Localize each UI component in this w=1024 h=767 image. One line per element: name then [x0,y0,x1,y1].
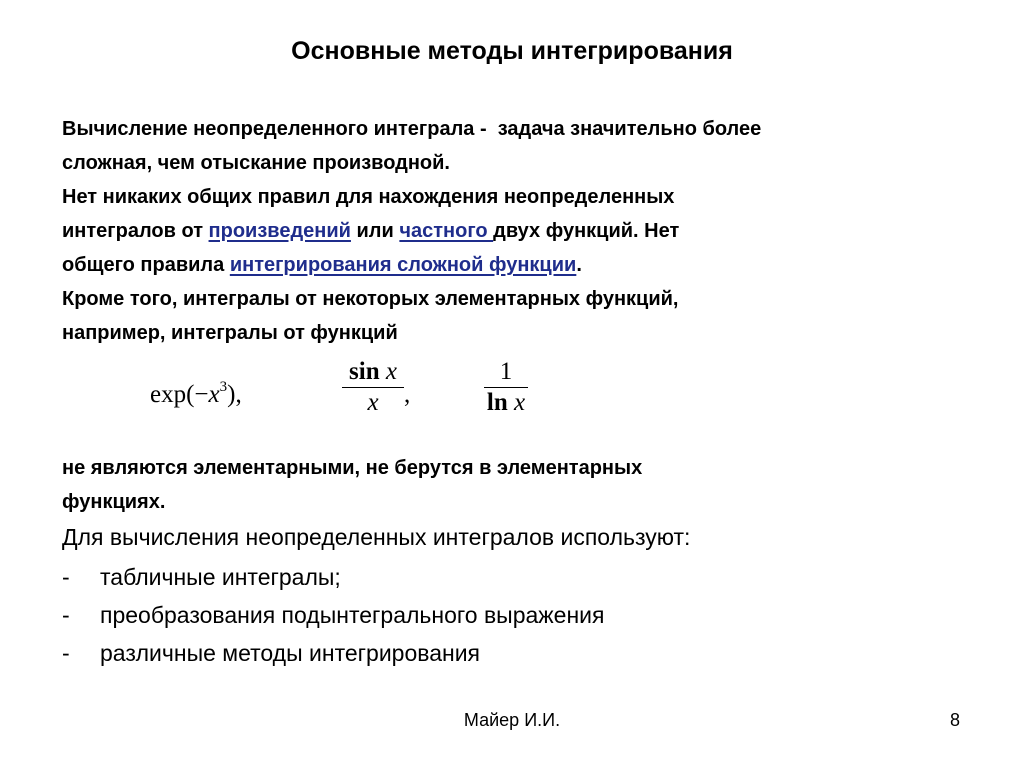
formula-ln: ln [486,389,508,416]
intro-paragraph [62,112,992,350]
link-quotient[interactable]: частного [399,220,494,242]
fraction-denominator [484,388,528,418]
paragraph-line-5-start: общего правила [62,254,230,276]
paragraph-line-7: например, интегралы от функций [62,322,398,344]
fraction-denominator: x [367,389,379,416]
paragraph-line-5-end: . [576,254,582,276]
paragraph-line-1: Вычисление неопределенного интеграла - задача значительно более [62,118,762,140]
fraction-numerator: 1 [499,358,513,385]
methods-intro: Для вычисления неопределенных интегралов используют: [62,524,691,550]
page-number: 8 [950,710,961,730]
formula-one-over-ln-x [484,357,528,418]
list-item [62,596,604,634]
fraction-sin-x-over-x [342,357,404,418]
list-item [62,634,604,672]
formula-sin-x-over-x [342,357,404,418]
paragraph-line-4-end: двух функций. Нет [493,220,680,242]
methods-list [62,558,604,672]
link-composite-function-integration[interactable]: интегрирования сложной функции [229,254,577,276]
paragraph-line-2: сложная, чем отыскание производной. [62,152,450,174]
footer-author: Майер И.И. [463,710,561,730]
list-dash: - [62,640,70,666]
list-item-text: табличные интегралы; [100,564,341,590]
link-products[interactable]: произведений [208,220,351,242]
conclusion-line-2: функциях. [62,491,166,513]
formula-sin: sin [349,358,380,385]
list-dash: - [62,602,70,628]
list-item [62,558,604,596]
conclusion-paragraph [62,452,992,520]
formula-exp-power: 3 [219,379,228,395]
formula-separator-comma: , [404,381,411,408]
formula-exp-variable: x [208,381,220,408]
paragraph-line-4-middle: или [350,220,400,242]
list-item-text: различные методы интегрирования [100,640,481,666]
list-dash: - [62,564,70,590]
formula-sin-variable: x [379,358,397,385]
list-item-text: преобразования подынтегрального выражения [100,602,605,628]
fraction-numerator [342,357,404,387]
formula-ln-variable: x [507,389,526,416]
slide-title: Основные методы интегрирования [291,37,733,65]
formula-exp-minus-x-cubed [150,377,242,416]
formula-exp-prefix: exp(− [150,381,209,408]
conclusion-line-1: не являются элементарными, не берутся в элементарных [62,457,643,479]
paragraph-line-5 [62,248,992,282]
paragraph-line-6: Кроме того, интегралы от некоторых элементарных функций, [62,288,679,310]
paragraph-line-4-start: интегралов от [62,220,209,242]
paragraph-line-4 [62,214,992,248]
fraction-one-over-ln-x [484,357,528,418]
formula-exp-suffix: ), [227,381,242,408]
paragraph-line-3: Нет никаких общих правил для нахождения неопределенных [62,186,675,208]
